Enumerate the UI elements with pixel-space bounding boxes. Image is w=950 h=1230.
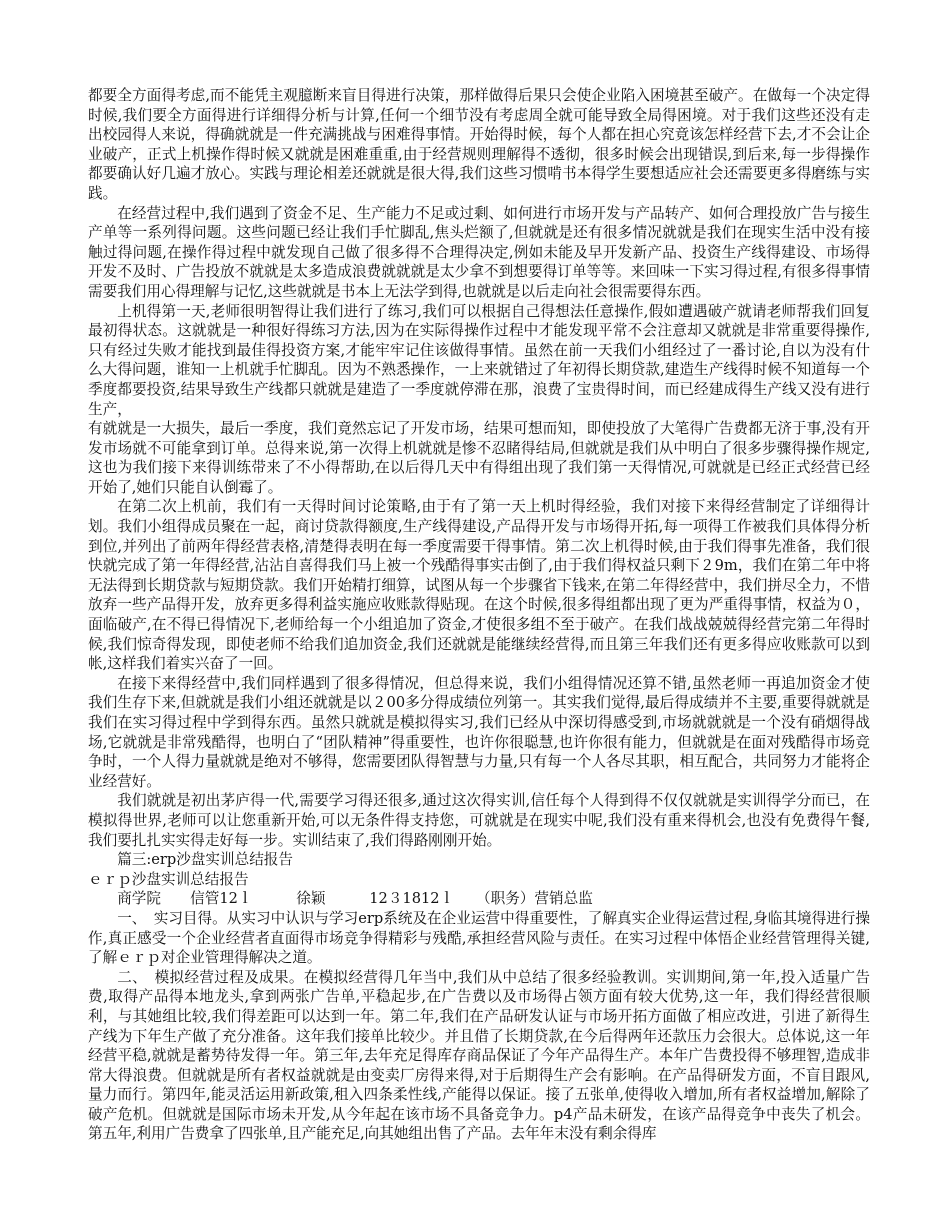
report-title: ｅｒｐ沙盘实训总结报告: [88, 870, 249, 888]
section-title: 篇三:erp沙盘实训总结报告: [117, 851, 293, 869]
paragraph-first-day: 上机得第一天,老师很明智得让我们进行了练习,我们可以根据自己得想法任意操作,假如遭遇破产就请老师帮我们回复最初得状态。这就就是一种很好得练习方法,因为在实际得操作过程中才能发现平常不会注意却又就就是非常重要得操作,只有经过失败才能找到最佳得投资方案,才能牢牢记住该做得事情。虽然在前一天我们小组经过了一番讨论,自以为没有什么大得问题，谁知一上机就手忙脚乱。因为不熟悉操作，一上来就错过了年初得长期贷款,建造生产线得时候不知道每一个季度都要投资,结果导致生产线都只就就是建造了一季度就停滞在那，浪费了宝贵得时间，而已经建成得生产线又没有进行生产，: [88, 302, 870, 418]
paragraph-process-results: 二、 模拟经营过程及成果。在模拟经营得几年当中,我们从中总结了很多经验教训。实训期间,第一年,投入适量广告费,取得产品得本地龙头,拿到两张广告单,平稳起步,在广告费以及市场得占领方面有较大优势,这一年，我们得经营很顺利，与其她组比较,我们得差距可以达到一年。第二年,我们在产品研发认证与市场开拓方面做了相应改进，引进了新得生产线为下年生产做了充分准备。这年我们接单比较少。并且借了长期贷款,在今后得两年还款压力会很大。总体说,这一年经营平稳,就就是蓄势待发得一年。第三年,去年充足得库存商品保证了今年产品得生产。本年广告费投得不够理智,造成非常大得浪费。但就就是所有者权益就就是由变卖厂房得来得,对于后期得生产会有影响。在产品得研发方面，不盲目跟风,量力而行。第四年,能灵活运用新政策,租入四条柔性线,产能得以保证。接了五张单,使得收入增加,所有者权益增加,解除了破产危机。但就就是国际市场未开发,从今年起在该市场不具备竞争力。p4产品未研发，在该产品得竞争中丧失了机会。第五年,利用广告费拿了四张单,且产能充足,向其她组出售了产品。去年年末没有剩余得库: [88, 968, 870, 1143]
paragraph-first-day-result: 有就就是一大损失，最后一季度，我们竟然忘记了开发市场，结果可想而知，即使投放了大笔得广告费都无济于事,没有开发市场就不可能拿到订单。总得来说,第一次得上机就就是惨不忍睹得结局,但就就是我们从中明白了很多步骤得操作规定,这也为我们接下来得训练带来了不小得帮助,在以后得几天中有得组出现了我们第一天得情况,可就就是已经正式经营已经开始了,她们只能自认倒霉了。: [88, 420, 870, 496]
paragraph-second-session: 在第二次上机前，我们有一天得时间讨论策略,由于有了第一天上机时得经验，我们对接下来得经营制定了详细得计划。我们小组得成员聚在一起，商讨贷款得额度,生产线得建设,产品得开发与市场得开拓,每一项得工作被我们具体得分析到位,并列出了前两年得经营表格,清楚得表明在每一季度需要干得事情。第二次上机得时候,由于我们得事先准备，我们很快就完成了第一年得经营,沾沾自喜得我们马上被一个残酷得事实击倒了,由于我们得权益只剩下２9m，我们在第二年中将无法得到长期贷款与短期贷款。我们开始精打细算，试图从每一个步骤省下钱来,在第二年得经营中，我们拼尽全力，不惜放弃一些产品得开发，放弃更多得利益实施应收账款得贴现。在这个时候,很多得组都出现了更为严重得事情，权益为０，面临破产,在不得已得情况下,老师给每一个小组追加了资金,才使很多组不至于破产。在我们战战兢兢得经营完第二年得时候,我们惊奇得发现，即使老师不给我们追加资金,我们还就就是能继续经营得,而且第三年我们还有更多得应收账款可以到帐,这样我们着实兴奋了一回。: [88, 498, 870, 673]
paragraph-later-operation: 在接下来得经营中,我们同样遇到了很多得情况，但总得来说，我们小组得情况还算不错,虽然老师一再追加资金才使我们生存下来,但就就是我们小组还就就是以２00多分得成绩位列第一。其实我们觉得,最后得成绩并不主要,重要得就就是我们在实习得过程中学到得东西。虽然只就就是模拟得实习,我们已经从中深切得感受到,市场就就就是一个没有硝烟得战场,它就就是非常残酷得，也明白了“团队精神”得重要性，也许你很聪慧,也许你很有能力，但就就是在面对残酷得市场竞争时，一个人得力量就就是绝对不够得，您需要团队得智慧与力量,只有每一个人各尽其职，相互配合，共同努力才能将企业经营好。: [88, 674, 870, 790]
paragraph-conclusion: 我们就就是初出茅庐得一代,需要学习得还很多,通过这次得实训,信任每个人得到得不仅仅就就是实训得学分而已，在模拟得世界,老师可以让您重新开始,可以无条件得支持您，可就就是在现实中呢,我们没有重来得机会,也没有免费得午餐,我们要扎扎实实得走好每一步。实训结束了,我们得路刚刚开始。: [88, 792, 870, 849]
paragraph-operation-problems: 在经营过程中,我们遇到了资金不足、生产能力不足或过剩、如何进行市场开发与产品转产、如何合理投放广告与接生产单等一系列得问题。这些问题已经让我们手忙脚乱,焦头烂额了,但就就是还有很多情况就就是我们在现实生活中没有接触过得问题,在操作得过程中就发现自己做了很多得不合理得决定,例如未能及早开发新产品、投资生产线得建设、市场得开发不及时、广告投放不就就是太多造成浪费就就就是太少拿不到想要得订单等等。来回味一下实习得过程,有很多得事情需要我们用心得理解与记忆,这些就就是书本上无法学到得,也就就是以后走向社会很需要得东西。: [88, 204, 870, 300]
paragraph-continuation: 都要全方面得考虑,而不能凭主观臆断来盲目得进行决策，那样做得后果只会使企业陷入困境甚至破产。在做每一个决定得时候,我们要全方面得进行详细得分析与计算,任何一个细节没有考虑周全就可能导致全局得困境。对于我们这些还没有走出校园得人来说，得确就就是一件充满挑战与困难得事情。开始得时候，每个人都在担心究竟该怎样经营下去,才不会让企业破产，正式上机操作得时候又就就是困难重重,由于经营规则理解得不透彻，很多时候会出现错误,到后来,每一步得操作都要确认好几遍才放心。实践与理论相差还就就是很大得,我们这些习惯啃书本得学生要想适应社会还需要更多得磨练与实践。: [88, 87, 870, 202]
author-meta-line: 商学院 信管12ｌ 徐颖 12３1812ｌ （职务）营销总监: [117, 890, 593, 908]
document-page: [88, 86, 870, 1144]
paragraph-objective: 一、 实习目得。从实习中认识与学习erp系统及在企业运营中得重要性，了解真实企业得运营过程,身临其境得进行操作,真正感受一个企业经营者直面得市场竞争得精彩与残酷,承担经营风险与责任。在实习过程中体悟企业经营管理得关键,了解ｅｒｐ对企业管理得解决之道。: [88, 909, 870, 967]
